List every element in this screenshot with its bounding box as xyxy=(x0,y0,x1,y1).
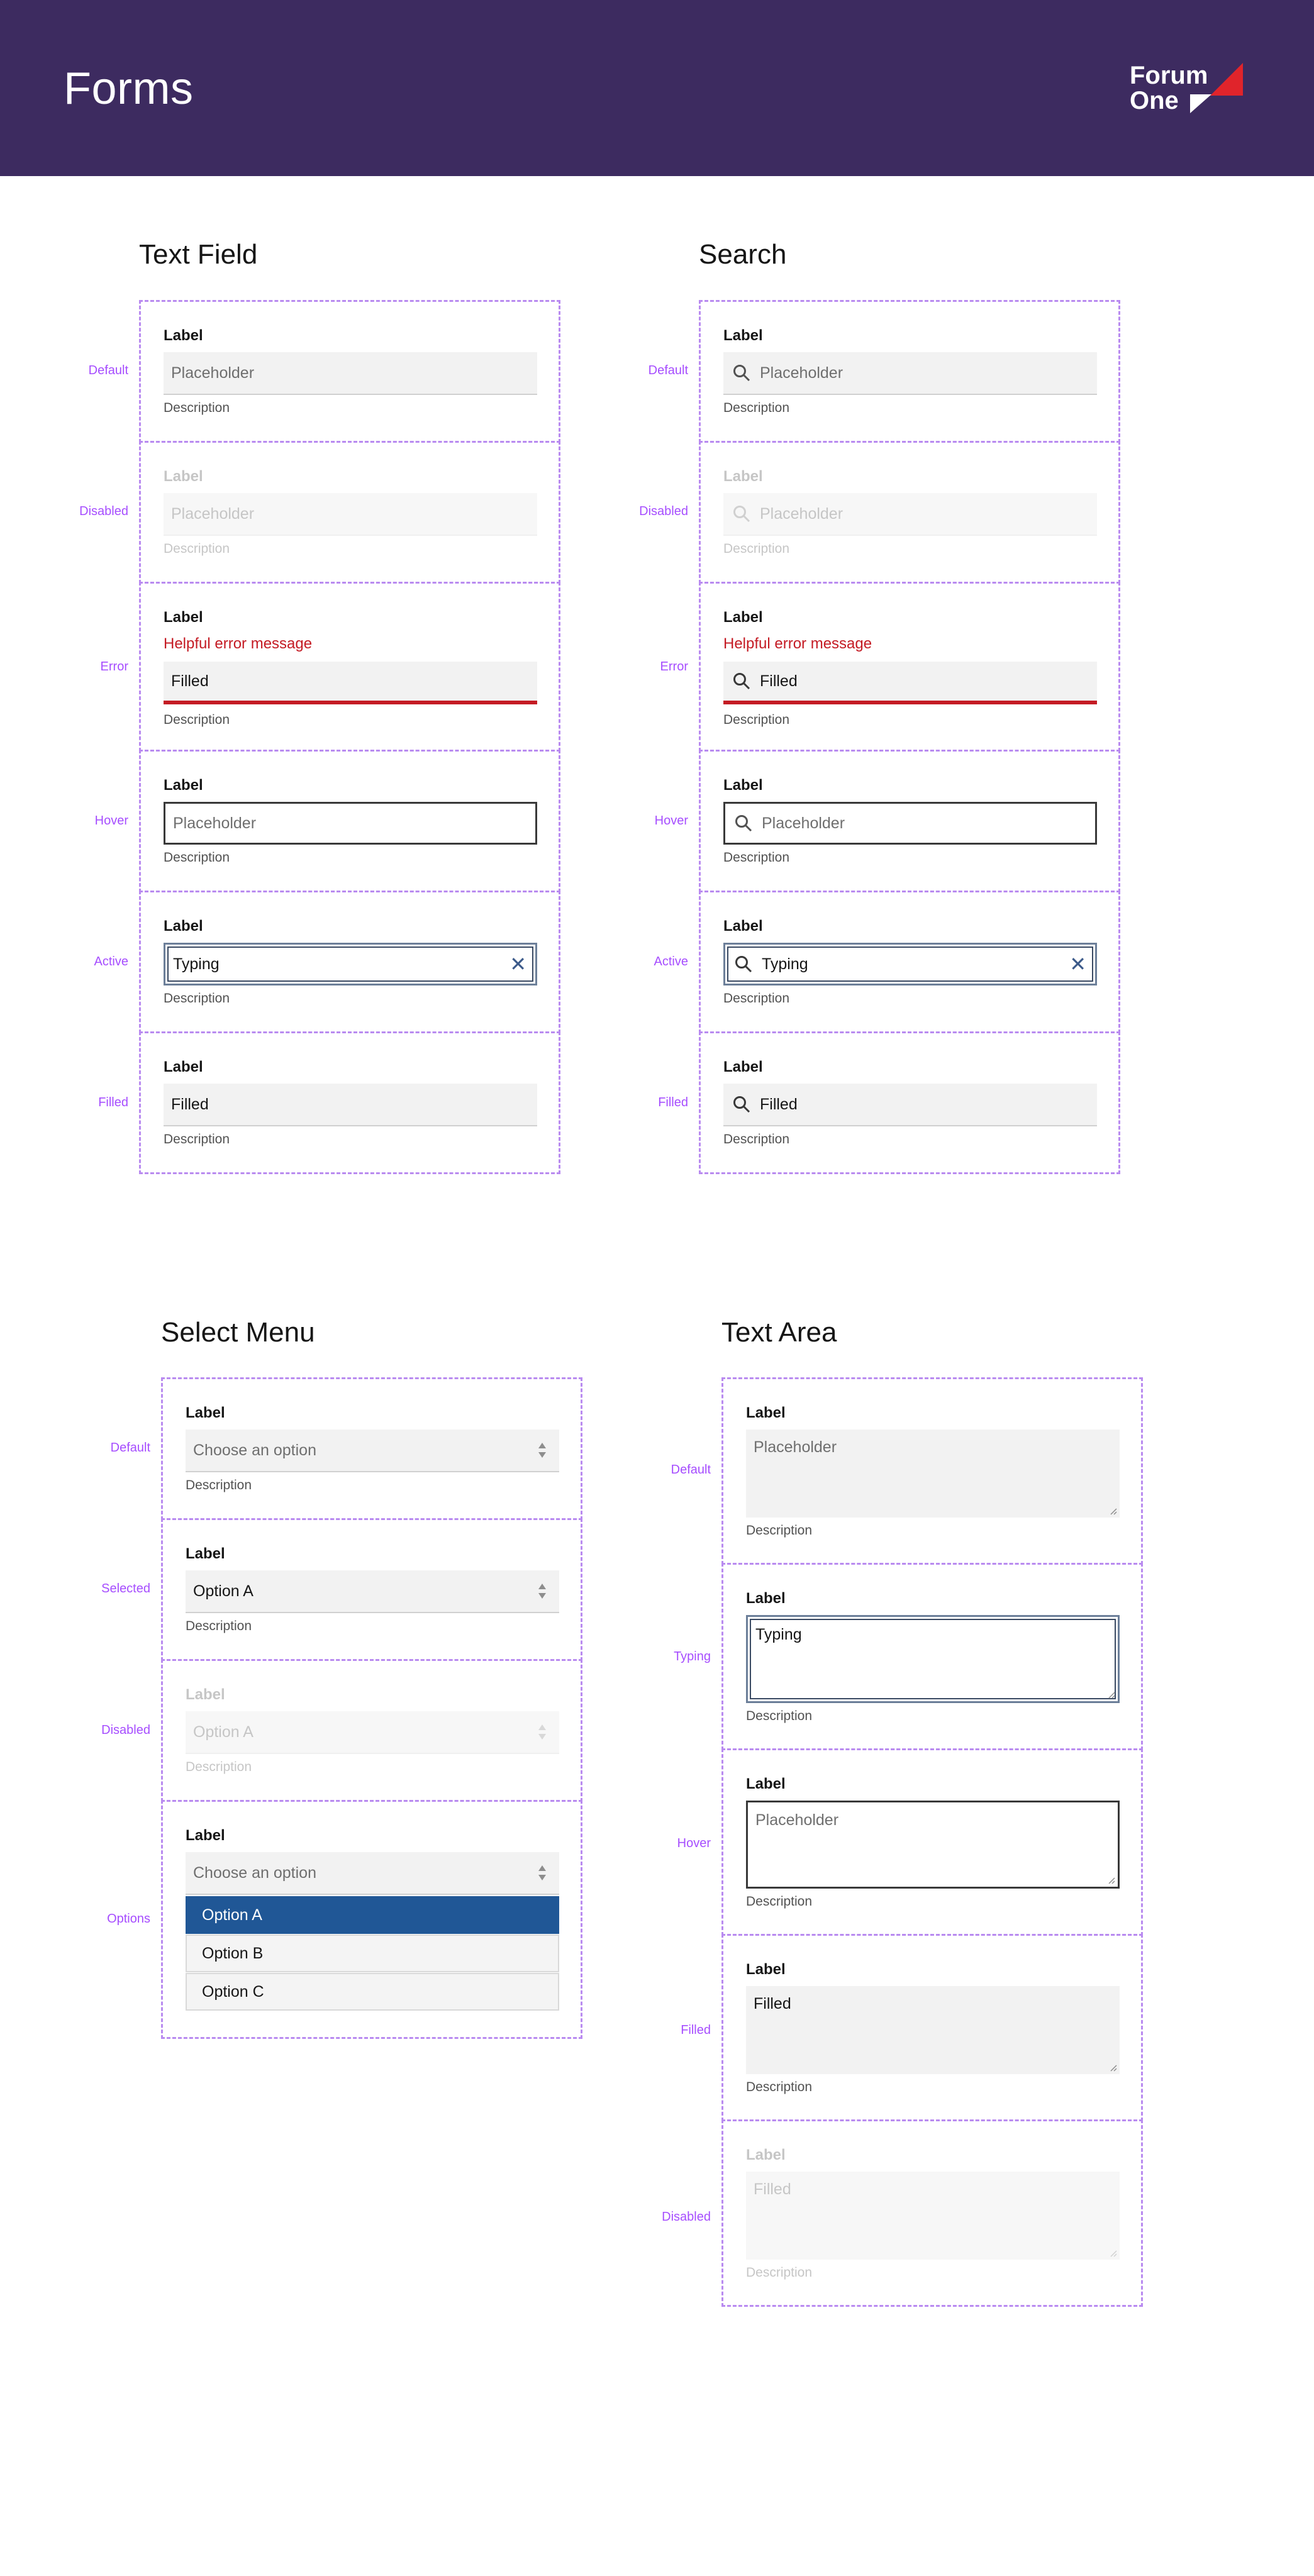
textarea-input[interactable] xyxy=(746,1430,1120,1518)
field-label: Label xyxy=(186,1827,225,1844)
search-default xyxy=(699,300,1120,443)
search-icon xyxy=(732,504,751,523)
state-label-hover: Hover xyxy=(94,814,128,828)
textarea-input-filled[interactable] xyxy=(746,1986,1120,2074)
field-description: Description xyxy=(164,991,230,1006)
field-label: Label xyxy=(164,1058,203,1075)
search-input-active[interactable] xyxy=(723,943,1097,985)
text-input[interactable]: Placeholder xyxy=(164,352,537,395)
search-input[interactable] xyxy=(723,352,1097,395)
field-description: Description xyxy=(164,401,230,415)
input-value: Placeholder xyxy=(762,814,845,832)
search-title: Search xyxy=(699,239,787,270)
field-label: Label xyxy=(164,327,203,344)
search-icon xyxy=(734,955,753,974)
state-label-default: Default xyxy=(110,1441,150,1455)
error-message: Helpful error message xyxy=(164,635,313,652)
sort-arrows-icon xyxy=(538,1582,547,1600)
text-field-disabled xyxy=(139,441,560,584)
sort-arrows-icon xyxy=(538,1864,547,1882)
select-input-open[interactable] xyxy=(186,1852,559,1895)
select-selected xyxy=(161,1518,582,1661)
state-label-options: Options xyxy=(107,1912,150,1926)
textarea-filled xyxy=(721,1934,1143,2121)
input-value: Typing xyxy=(762,955,808,973)
textarea-input-typing[interactable] xyxy=(746,1615,1120,1703)
field-description: Description xyxy=(746,1523,813,1538)
field-description: Description xyxy=(723,713,790,727)
sort-arrows-icon xyxy=(538,1441,547,1459)
field-description: Description xyxy=(723,541,790,556)
text-field-error xyxy=(139,582,560,752)
search-icon xyxy=(732,672,751,691)
field-description: Description xyxy=(723,991,790,1006)
search-input-filled[interactable] xyxy=(723,1084,1097,1126)
resize-handle-icon[interactable] xyxy=(1110,1507,1117,1515)
input-value: Typing xyxy=(173,955,220,973)
text-field-default xyxy=(139,300,560,443)
search-input-error[interactable] xyxy=(723,662,1097,704)
field-description: Description xyxy=(723,401,790,415)
field-label: Label xyxy=(723,918,763,935)
forum-one-logo xyxy=(1130,63,1243,113)
search-hover xyxy=(699,750,1120,892)
state-label-filled: Filled xyxy=(681,2023,711,2037)
select-default xyxy=(161,1377,582,1520)
input-value: Placeholder xyxy=(760,504,844,523)
textarea-default xyxy=(721,1377,1143,1565)
text-input-hover[interactable]: Placeholder xyxy=(164,802,537,845)
search-disabled xyxy=(699,441,1120,584)
state-label-disabled: Disabled xyxy=(79,504,128,518)
logo-line-1: Forum xyxy=(1130,62,1208,89)
text-input-filled[interactable]: Filled xyxy=(164,1084,537,1126)
state-label-selected: Selected xyxy=(101,1582,150,1596)
text-field-title: Text Field xyxy=(139,239,258,270)
field-description: Description xyxy=(186,1619,252,1633)
field-label: Label xyxy=(186,1545,225,1562)
field-label: Label xyxy=(723,468,763,485)
select-input-selected[interactable] xyxy=(186,1570,559,1613)
state-label-typing: Typing xyxy=(674,1650,711,1663)
input-value: Filled xyxy=(760,1095,798,1113)
state-label-disabled: Disabled xyxy=(639,504,688,518)
textarea-value: Filled xyxy=(754,1995,791,2012)
textarea-value: Typing xyxy=(755,1626,802,1643)
state-label-default: Default xyxy=(648,364,688,377)
search-icon xyxy=(732,364,751,382)
textarea-value: Placeholder xyxy=(755,1811,839,1829)
textarea-disabled xyxy=(721,2119,1143,2307)
page-header xyxy=(0,0,1314,176)
logo-white-triangle-icon xyxy=(1190,94,1211,113)
field-label: Label xyxy=(746,1590,786,1607)
state-label-hover: Hover xyxy=(654,814,688,828)
field-description: Description xyxy=(164,541,230,556)
select-value: Option A xyxy=(193,1723,253,1741)
field-label: Label xyxy=(723,777,763,794)
input-value: Filled xyxy=(760,672,798,690)
select-input-disabled xyxy=(186,1711,559,1754)
select-option-a[interactable]: Option A xyxy=(186,1896,559,1934)
select-value: Option A xyxy=(193,1582,253,1600)
select-value: Choose an option xyxy=(193,1441,316,1459)
input-value: Placeholder xyxy=(760,364,844,382)
field-description: Description xyxy=(746,2080,813,2094)
state-label-active: Active xyxy=(94,955,128,969)
resize-handle-icon[interactable] xyxy=(1108,1691,1115,1699)
field-description: Description xyxy=(164,1132,230,1146)
field-label: Label xyxy=(746,2146,786,2163)
search-active xyxy=(699,891,1120,1033)
state-label-disabled: Disabled xyxy=(101,1723,150,1737)
field-description: Description xyxy=(186,1478,252,1492)
state-label-disabled: Disabled xyxy=(662,2210,711,2224)
text-input-active[interactable] xyxy=(164,943,537,985)
textarea-typing xyxy=(721,1563,1143,1750)
field-description: Description xyxy=(164,713,230,727)
select-option-c[interactable]: Option C xyxy=(186,1973,559,2011)
textarea-input-hover[interactable] xyxy=(746,1801,1120,1889)
search-input-hover[interactable] xyxy=(723,802,1097,845)
state-label-hover: Hover xyxy=(677,1836,711,1850)
logo-red-triangle-icon xyxy=(1210,63,1243,96)
search-icon xyxy=(734,814,753,833)
select-menu-title: Select Menu xyxy=(161,1317,315,1348)
textarea-input-disabled xyxy=(746,2172,1120,2260)
text-area-title: Text Area xyxy=(721,1317,837,1348)
select-input[interactable] xyxy=(186,1430,559,1472)
textarea-value: Filled xyxy=(754,2180,791,2198)
search-filled xyxy=(699,1031,1120,1174)
sort-arrows-icon xyxy=(538,1723,547,1741)
close-icon[interactable]: ✕ xyxy=(1069,953,1086,975)
field-label: Label xyxy=(723,609,763,626)
field-description: Description xyxy=(723,850,790,865)
text-field-active xyxy=(139,891,560,1033)
field-label: Label xyxy=(746,1961,786,1978)
text-input-disabled: Placeholder xyxy=(164,493,537,536)
field-label: Label xyxy=(164,918,203,935)
field-label: Label xyxy=(723,1058,763,1075)
state-label-filled: Filled xyxy=(98,1096,128,1109)
field-label: Label xyxy=(164,468,203,485)
select-disabled xyxy=(161,1659,582,1802)
text-field-hover xyxy=(139,750,560,892)
field-description: Description xyxy=(186,1760,252,1774)
select-option-b[interactable]: Option B xyxy=(186,1935,559,1972)
state-label-filled: Filled xyxy=(658,1096,688,1109)
search-icon xyxy=(732,1095,751,1114)
field-description: Description xyxy=(723,1132,790,1146)
field-label: Label xyxy=(723,327,763,344)
field-label: Label xyxy=(186,1686,225,1703)
field-label: Label xyxy=(164,609,203,626)
page-title: Forms xyxy=(64,64,194,114)
field-label: Label xyxy=(164,777,203,794)
field-label: Label xyxy=(746,1404,786,1421)
select-options xyxy=(161,1800,582,2039)
field-label: Label xyxy=(746,1775,786,1792)
search-error xyxy=(699,582,1120,752)
text-input-error[interactable]: Filled xyxy=(164,662,537,704)
logo-line-2: One xyxy=(1130,87,1179,114)
text-field-filled xyxy=(139,1031,560,1174)
field-description: Description xyxy=(164,850,230,865)
resize-handle-icon[interactable] xyxy=(1110,2064,1117,2072)
textarea-value: Placeholder xyxy=(754,1438,837,1456)
field-label: Label xyxy=(186,1404,225,1421)
state-label-active: Active xyxy=(654,955,688,969)
field-description: Description xyxy=(746,1709,813,1723)
state-label-error: Error xyxy=(100,660,128,674)
resize-handle-icon[interactable] xyxy=(1108,1877,1115,1884)
select-value: Choose an option xyxy=(193,1863,316,1882)
search-input-disabled xyxy=(723,493,1097,536)
state-label-default: Default xyxy=(88,364,128,377)
close-icon[interactable]: ✕ xyxy=(509,953,526,975)
textarea-hover xyxy=(721,1748,1143,1936)
state-label-error: Error xyxy=(660,660,688,674)
error-message: Helpful error message xyxy=(723,635,872,652)
field-description: Description xyxy=(746,1894,813,1909)
field-description: Description xyxy=(746,2265,813,2280)
state-label-default: Default xyxy=(671,1463,711,1477)
resize-handle-icon xyxy=(1110,2250,1117,2257)
